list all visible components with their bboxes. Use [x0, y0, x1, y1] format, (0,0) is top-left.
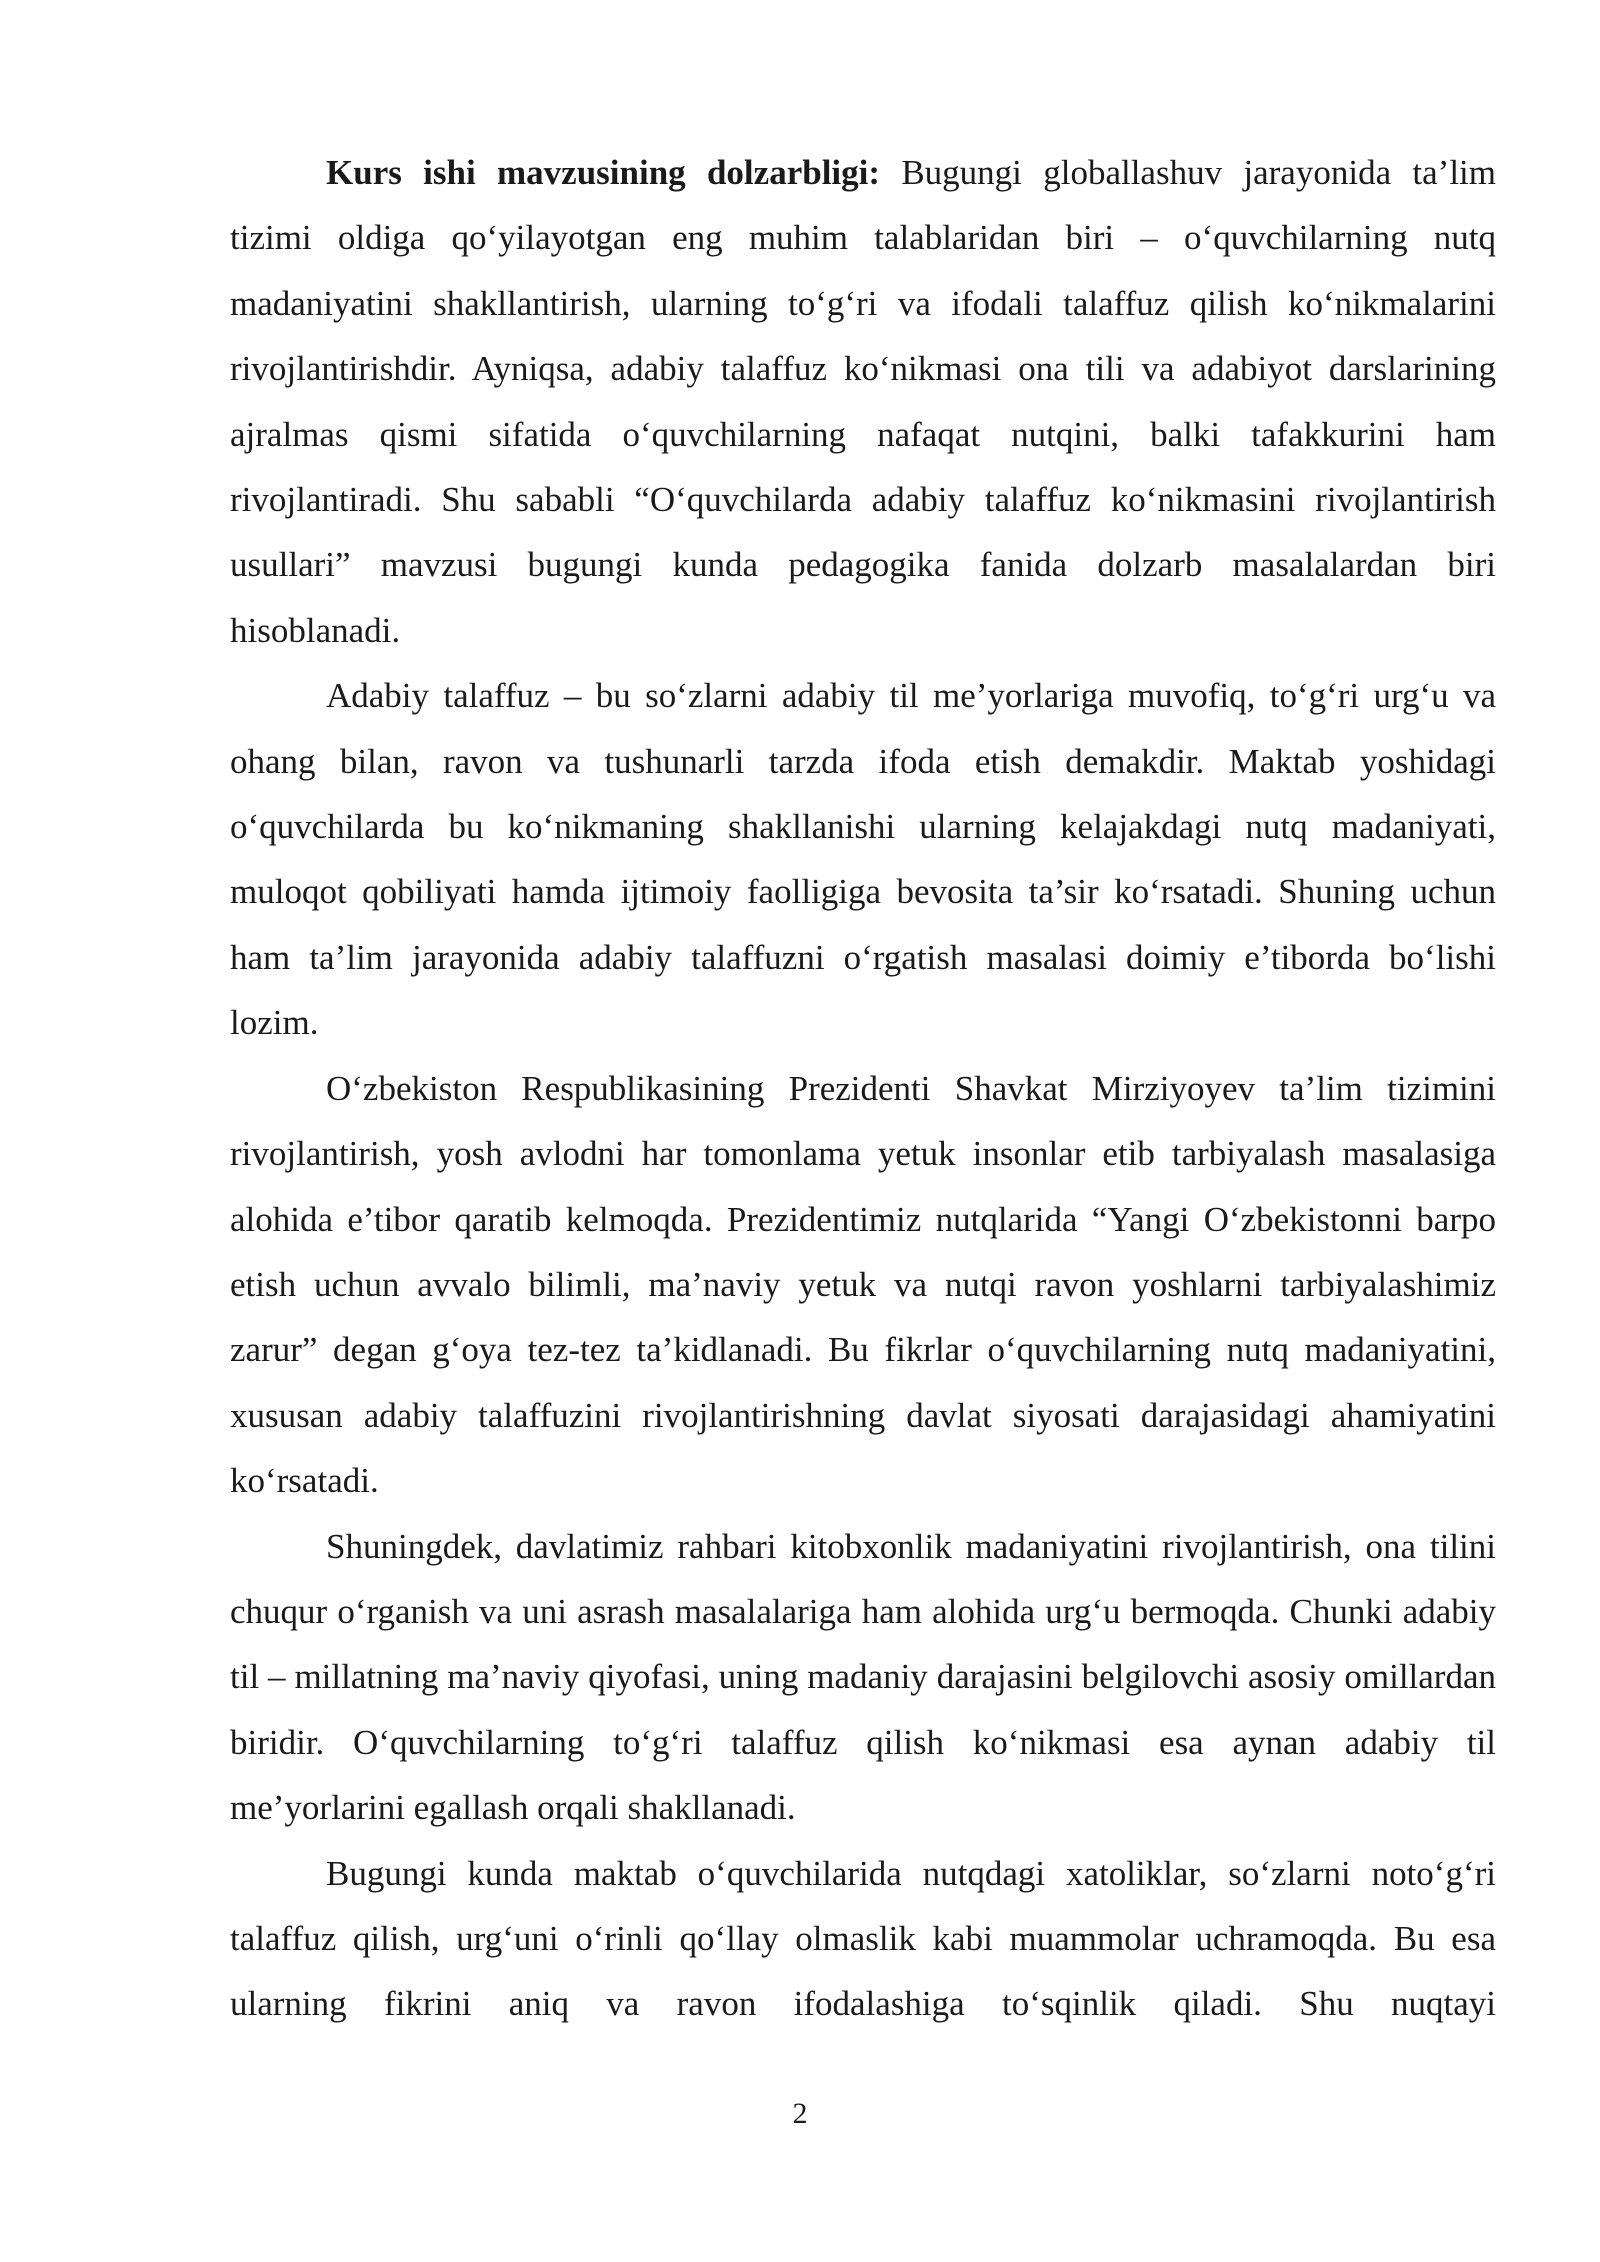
paragraph-text: Bugungi kunda maktab o‘quvchilarida nutqdagi xatoliklar, so‘zlarni noto‘g‘ri talaffuz qilish, urg‘uni o‘rinli qo‘llay olmaslik kabi muammolar uchramoqda. Bu esa ularning fikrini aniq va ravon ifodalashiga to‘sqinlik qiladi. Shu nuqtayi	[230, 1853, 1496, 2024]
paragraph-text: O‘zbekiston Respublikasining Prezidenti Shavkat Mirziyoyev ta’lim tizimini rivojlantirish, yosh avlodni har tomonlama yetuk insonlar etib tarbiyalash masalasiga alohida e’tibor qaratib kelmoqda. Prezidentimiz nutqlarida “Yangi O‘zbekistonni barpo etish uchun avvalo bilimli, ma’naviy yetuk va nutqi ravon yoshlarni tarbiyalashimiz zarur” degan g‘oya tez-tez ta’kidlanadi. Bu fikrlar o‘quvchilarning nutq madaniyatini, xususan adabiy talaffuzini rivojlantirishning davlat siyosati darajasidagi ahamiyatini ko‘rsatadi.	[230, 1068, 1496, 1501]
page-body	[230, 140, 1496, 2037]
page-number: 2	[792, 2097, 808, 2130]
paragraph-text: Adabiy talaffuz – bu so‘zlarni adabiy til me’yorlariga muvofiq, to‘g‘ri urg‘u va ohang bilan, ravon va tushunarli tarzda ifoda etish demakdir. Maktab yoshidagi o‘quvchilarda bu ko‘nikmaning shakllanishi ularning kelajakdagi nutq madaniyati, muloqot qobiliyati hamda ijtimoiy faolligiga bevosita ta’sir ko‘rsatadi. Shuning uchun ham ta’lim jarayonida adabiy talaffuzni o‘rgatish masalasi doimiy e’tiborda bo‘lishi lozim.	[230, 676, 1496, 1043]
paragraph-heading: Kurs ishi mavzusining dolzarbligi:	[326, 153, 881, 192]
paragraph-literary-language	[230, 1514, 1496, 1841]
paragraph-text: Bugungi globallashuv jarayonida ta’lim tizimi oldiga qo‘yilayotgan eng muhim talablaridan biri – o‘quvchilarning nutq madaniyatini shakllantirish, ularning to‘g‘ri va ifodali talaffuz qilish ko‘nikmalarini rivojlantirishdir. Ayniqsa, adabiy talaffuz ko‘nikmasi ona tili va adabiyot darslarining ajralmas qismi sifatida o‘quvchilarning nafaqat nutqini, balki tafakkurini ham rivojlantiradi. Shu sababli “O‘quvchilarda adabiy talaffuz ko‘nikmasini rivojlantirish usullari” mavzusi bugungi kunda pedagogika fanida dolzarb masalalardan biri hisoblanadi.	[230, 153, 1496, 650]
paragraph-relevance	[230, 140, 1496, 663]
paragraph-text: Shuningdek, davlatimiz rahbari kitobxonlik madaniyatini rivojlantirish, ona tilini chuqur o‘rganish va uni asrash masalalariga ham alohida urg‘u bermoqda. Chunki adabiy til – millatning ma’naviy qiyofasi, uning madaniy darajasini belgilovchi asosiy omillardan biridir. O‘quvchilarning to‘g‘ri talaffuz qilish ko‘nikmasi esa aynan adabiy til me’yorlarini egallash orqali shakllanadi.	[230, 1526, 1496, 1828]
paragraph-speech-errors	[230, 1841, 1496, 2037]
paragraph-literary-pronunciation	[230, 663, 1496, 1055]
paragraph-president-policy	[230, 1056, 1496, 1514]
